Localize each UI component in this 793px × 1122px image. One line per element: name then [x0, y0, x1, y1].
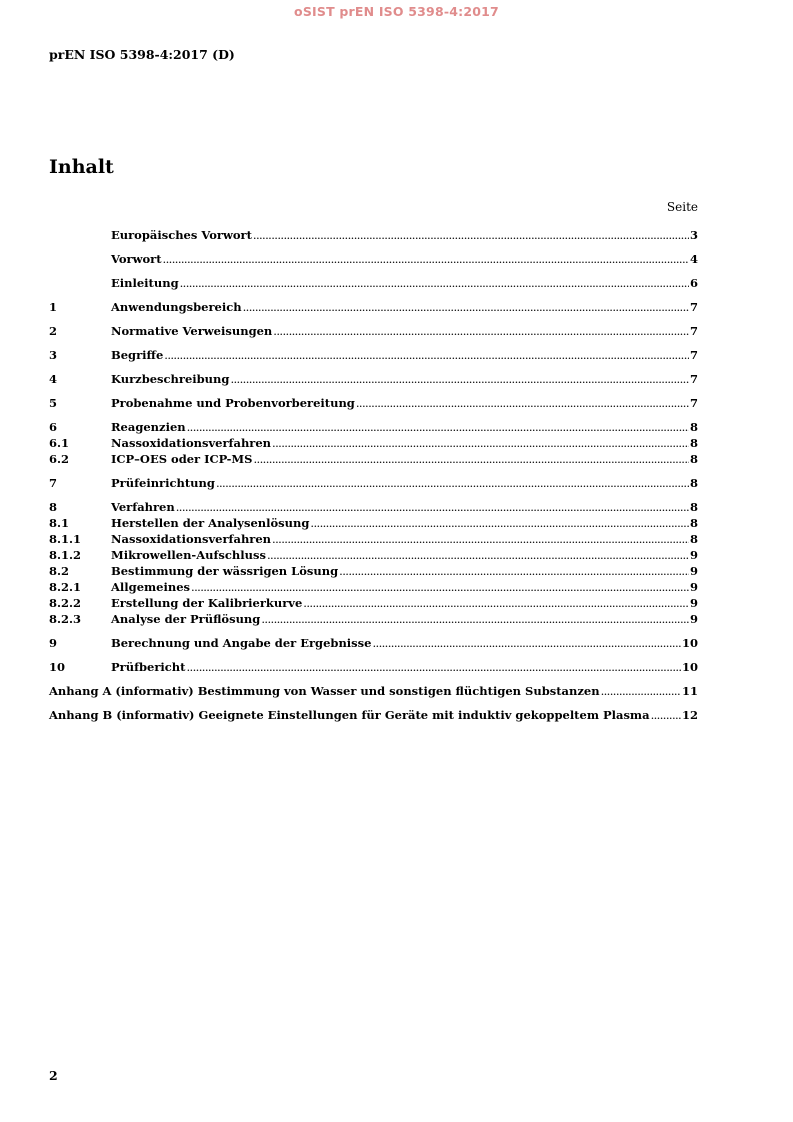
- toc-entry[interactable]: [49, 611, 698, 627]
- toc-text: Erstellung der Kalibrierkurve: [111, 596, 303, 610]
- table-of-contents: [49, 227, 698, 723]
- toc-entry[interactable]: [49, 395, 698, 411]
- toc-text: Anwendungsbereich: [111, 300, 242, 314]
- toc-number: 8.2.1: [49, 580, 82, 594]
- toc-entry[interactable]: [49, 475, 698, 491]
- toc-leader: [303, 595, 689, 611]
- toc-leader: [216, 475, 689, 491]
- toc-entry[interactable]: [49, 347, 698, 363]
- toc-entry[interactable]: [49, 547, 698, 563]
- toc-page: 8: [689, 476, 698, 490]
- toc-entry[interactable]: [49, 419, 698, 435]
- toc-page: 6: [689, 276, 698, 290]
- toc-text: Bestimmung der wässrigen Lösung: [111, 564, 339, 578]
- toc-entry[interactable]: [49, 499, 698, 515]
- toc-text: Europäisches Vorwort: [111, 228, 252, 242]
- toc-entry[interactable]: [49, 563, 698, 579]
- toc-number: 6.1: [49, 436, 70, 450]
- toc-entry[interactable]: [49, 451, 698, 467]
- toc-page: 9: [689, 564, 698, 578]
- toc-text: Anhang A (informativ) Bestimmung von Wasser und sonstigen flüchtigen Substanzen: [49, 684, 600, 698]
- toc-text: Verfahren: [111, 500, 175, 514]
- toc-leader: [273, 323, 689, 339]
- toc-text: Begriffe: [111, 348, 164, 362]
- toc-leader: [164, 347, 689, 363]
- toc-leader: [187, 419, 689, 435]
- toc-leader: [176, 499, 689, 515]
- toc-text: Allgemeines: [111, 580, 191, 594]
- toc-number: 9: [49, 636, 58, 650]
- toc-number: 8.2: [49, 564, 70, 578]
- toc-text: Kurzbeschreibung: [111, 372, 230, 386]
- toc-page: 7: [689, 372, 698, 386]
- seite-label: Seite: [666, 200, 698, 214]
- toc-number: 5: [49, 396, 58, 410]
- toc-page: 12: [681, 708, 698, 722]
- toc-page: 9: [689, 596, 698, 610]
- page-title: Inhalt: [49, 156, 114, 178]
- toc-page: 10: [681, 660, 698, 674]
- toc-leader: [180, 275, 689, 291]
- toc-leader: [272, 531, 689, 547]
- toc-number: 6.2: [49, 452, 70, 466]
- toc-entry[interactable]: [49, 251, 698, 267]
- toc-page: 10: [681, 636, 698, 650]
- toc-text: Nassoxidationsverfahren: [111, 532, 272, 546]
- watermark: oSIST prEN ISO 5398-4:2017: [294, 4, 499, 19]
- toc-text: Einleitung: [111, 276, 179, 290]
- toc-text: Berechnung und Angabe der Ergebnisse: [111, 636, 372, 650]
- toc-page: 8: [689, 500, 698, 514]
- toc-number: 1: [49, 300, 58, 314]
- toc-number: 4: [49, 372, 58, 386]
- toc-leader: [651, 707, 681, 723]
- toc-number: 8.2.3: [49, 612, 82, 626]
- toc-page: 9: [689, 612, 698, 626]
- toc-entry[interactable]: [49, 275, 698, 291]
- toc-entry[interactable]: [49, 371, 698, 387]
- toc-leader: [339, 563, 689, 579]
- toc-entry[interactable]: [49, 579, 698, 595]
- toc-number: 8.1: [49, 516, 70, 530]
- toc-text: Normative Verweisungen: [111, 324, 273, 338]
- toc-leader: [372, 635, 681, 651]
- toc-page: 3: [689, 228, 698, 242]
- toc-leader: [253, 227, 689, 243]
- toc-number: 7: [49, 476, 58, 490]
- toc-number: 8: [49, 500, 58, 514]
- toc-entry[interactable]: [49, 635, 698, 651]
- toc-leader: [267, 547, 689, 563]
- toc-page: 8: [689, 436, 698, 450]
- toc-number: 8.2.2: [49, 596, 82, 610]
- toc-leader: [163, 251, 689, 267]
- toc-text: Mikrowellen-Aufschluss: [111, 548, 266, 562]
- toc-text: Probenahme und Probenvorbereitung: [111, 396, 355, 410]
- toc-number: 2: [49, 324, 58, 338]
- toc-page: 4: [689, 252, 698, 266]
- toc-leader: [243, 299, 689, 315]
- toc-entry[interactable]: [49, 659, 698, 675]
- toc-text: Anhang B (informativ) Geeignete Einstellungen für Geräte mit induktiv gekoppeltem Plasma: [49, 708, 650, 722]
- document-id: prEN ISO 5398-4:2017 (D): [49, 47, 235, 62]
- toc-entry[interactable]: [49, 515, 698, 531]
- toc-page: 9: [689, 548, 698, 562]
- toc-entry[interactable]: [49, 683, 698, 699]
- toc-text: Nassoxidationsverfahren: [111, 436, 272, 450]
- toc-text: Prüfeinrichtung: [111, 476, 215, 490]
- toc-number: 6: [49, 420, 58, 434]
- toc-leader: [261, 611, 689, 627]
- toc-page: 7: [689, 324, 698, 338]
- toc-page: 8: [689, 532, 698, 546]
- toc-page: 8: [689, 516, 698, 530]
- toc-leader: [601, 683, 681, 699]
- toc-entry[interactable]: [49, 595, 698, 611]
- toc-page: 8: [689, 420, 698, 434]
- toc-text: Analyse der Prüflösung: [111, 612, 261, 626]
- toc-text: Vorwort: [111, 252, 162, 266]
- toc-text: Prüfbericht: [111, 660, 186, 674]
- toc-page: 9: [689, 580, 698, 594]
- toc-entry[interactable]: [49, 299, 698, 315]
- toc-entry[interactable]: [49, 707, 698, 723]
- toc-page: 7: [689, 300, 698, 314]
- toc-leader: [191, 579, 689, 595]
- toc-leader: [272, 435, 689, 451]
- toc-text: Reagenzien: [111, 420, 186, 434]
- toc-leader: [356, 395, 689, 411]
- toc-page: 11: [681, 684, 698, 698]
- toc-text: ICP–OES oder ICP-MS: [111, 452, 253, 466]
- toc-page: 7: [689, 348, 698, 362]
- toc-leader: [186, 659, 681, 675]
- toc-leader: [253, 451, 689, 467]
- toc-entry[interactable]: [49, 531, 698, 547]
- toc-page: 7: [689, 396, 698, 410]
- toc-leader: [230, 371, 689, 387]
- toc-number: 10: [49, 660, 66, 674]
- toc-page: 8: [689, 452, 698, 466]
- page-number: 2: [49, 1068, 58, 1083]
- toc-leader: [310, 515, 689, 531]
- toc-entry[interactable]: [49, 227, 698, 243]
- toc-number: 3: [49, 348, 58, 362]
- toc-entry[interactable]: [49, 435, 698, 451]
- toc-number: 8.1.1: [49, 532, 82, 546]
- toc-entry[interactable]: [49, 323, 698, 339]
- toc-text: Herstellen der Analysenlösung: [111, 516, 310, 530]
- toc-number: 8.1.2: [49, 548, 82, 562]
